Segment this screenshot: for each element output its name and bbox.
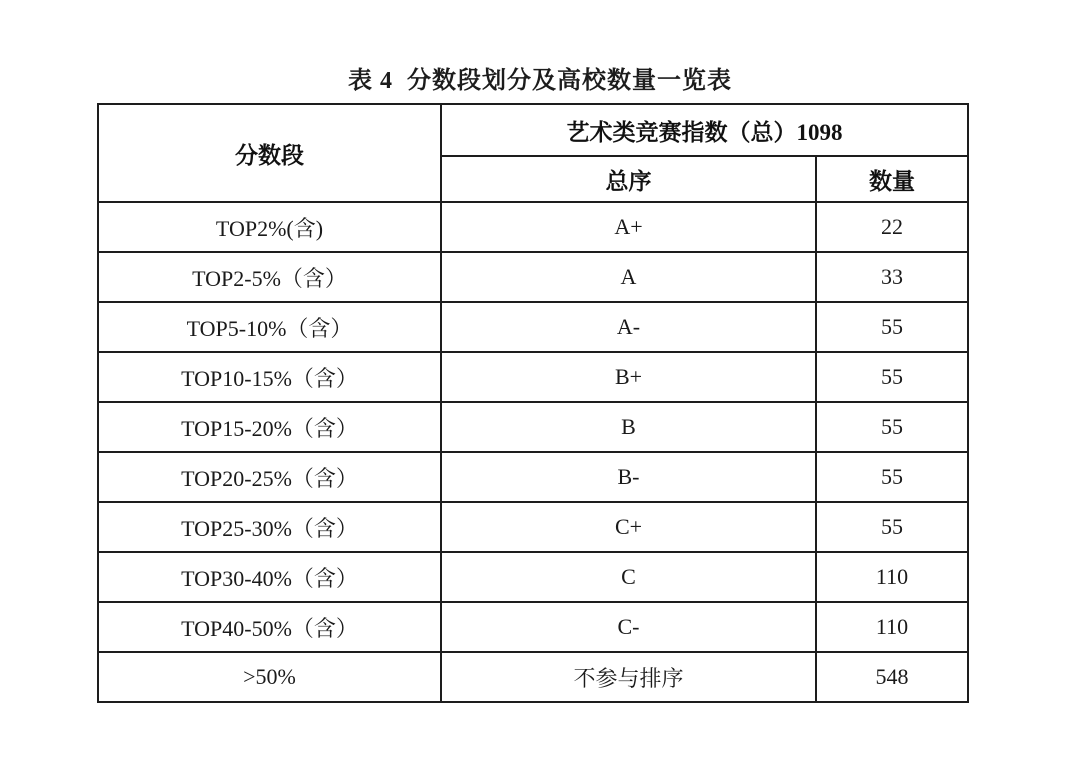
cell-count: 55	[816, 452, 968, 502]
cell-segment: TOP2%(含)	[98, 202, 441, 252]
table-row	[98, 302, 968, 352]
header-cell-count: 数量	[816, 156, 968, 202]
cell-count: 22	[816, 202, 968, 252]
cell-segment: TOP5-10%（含）	[98, 302, 441, 352]
table-row	[98, 452, 968, 502]
cell-segment: TOP15-20%（含）	[98, 402, 441, 452]
header-cell-order: 总序	[441, 156, 816, 202]
cell-order: B+	[441, 352, 816, 402]
cell-count: 110	[816, 552, 968, 602]
cell-order: A-	[441, 302, 816, 352]
table-row	[98, 652, 968, 702]
table-row	[98, 202, 968, 252]
cell-segment: TOP10-15%（含）	[98, 352, 441, 402]
cell-count: 110	[816, 602, 968, 652]
cell-segment: TOP30-40%（含）	[98, 552, 441, 602]
table-row	[98, 252, 968, 302]
table-row	[98, 352, 968, 402]
cell-order: B-	[441, 452, 816, 502]
cell-order: B	[441, 402, 816, 452]
table-row	[98, 402, 968, 452]
table-caption: 表 4 分数段划分及高校数量一览表	[348, 68, 732, 94]
cell-order: C	[441, 552, 816, 602]
table-row	[98, 502, 968, 552]
score-segment-table	[97, 103, 969, 703]
table-row	[98, 552, 968, 602]
cell-count: 55	[816, 402, 968, 452]
cell-order: C+	[441, 502, 816, 552]
cell-segment: TOP25-30%（含）	[98, 502, 441, 552]
cell-segment: TOP2-5%（含）	[98, 252, 441, 302]
cell-segment: >50%	[98, 652, 441, 702]
table-row	[98, 602, 968, 652]
cell-count: 55	[816, 502, 968, 552]
header-row-top	[98, 104, 968, 156]
cell-count: 548	[816, 652, 968, 702]
cell-order: A	[441, 252, 816, 302]
cell-segment: TOP40-50%（含）	[98, 602, 441, 652]
cell-order: C-	[441, 602, 816, 652]
cell-segment: TOP20-25%（含）	[98, 452, 441, 502]
cell-count: 55	[816, 302, 968, 352]
cell-order: 不参与排序	[441, 652, 816, 702]
header-cell-segment: 分数段	[98, 104, 441, 202]
cell-order: A+	[441, 202, 816, 252]
header-cell-index-group: 艺术类竞赛指数（总）1098	[441, 104, 968, 156]
cell-count: 55	[816, 352, 968, 402]
cell-count: 33	[816, 252, 968, 302]
